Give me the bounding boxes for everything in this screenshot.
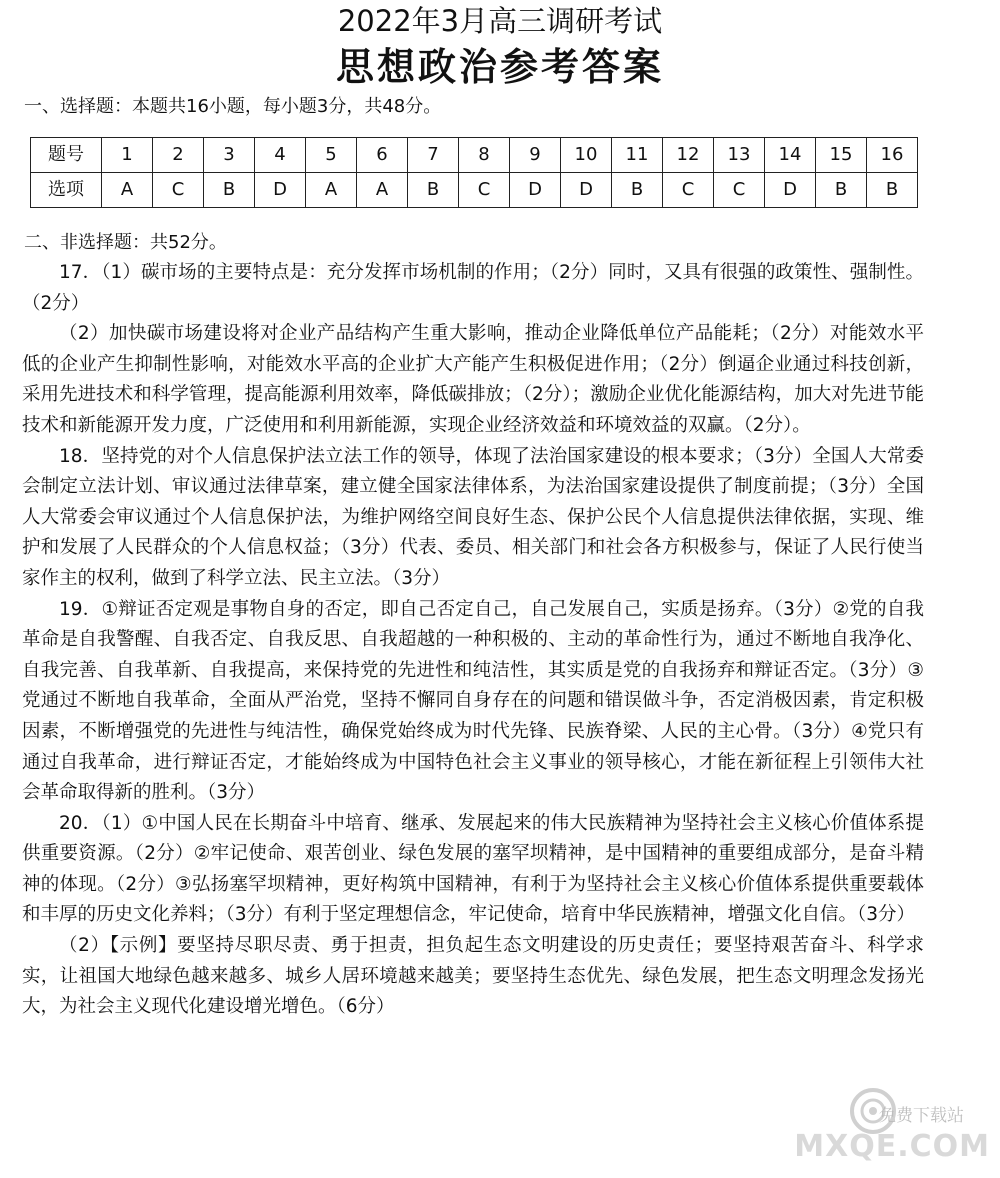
site-watermark: [794, 1090, 994, 1170]
answer-cell: D: [255, 173, 306, 208]
watermark-text: MXQE.COM: [794, 1129, 990, 1164]
question-number-cell: 4: [255, 138, 306, 173]
question-number-cell: 15: [816, 138, 867, 173]
question-number-row: [31, 138, 918, 173]
answer-cell: B: [408, 173, 459, 208]
question-number-cell: 9: [510, 138, 561, 173]
answer-paragraph-17-1: 17．（1）碳市场的主要特点是：充分发挥市场机制的作用；（2分）同时，又具有很强的政策性、强制性。（2分）: [22, 262, 924, 314]
answer-cell: B: [867, 173, 918, 208]
question-number-cell: 6: [357, 138, 408, 173]
exam-title: 2022年3月高三调研考试: [337, 4, 663, 38]
answer-cell: A: [306, 173, 357, 208]
question-number-cell: 2: [153, 138, 204, 173]
question-number-cell: 10: [561, 138, 612, 173]
question-number-cell: 5: [306, 138, 357, 173]
section-heading-nonchoice: 二、非选择题：共52分。: [24, 232, 227, 253]
section-heading-choice: 一、选择题：本题共16小题，每小题3分，共48分。: [24, 96, 442, 117]
question-number-cell: 8: [459, 138, 510, 173]
answer-paragraph-19: 19．①辩证否定观是事物自身的否定，即自己否定自己，自己发展自己，实质是扬弃。（3分）②党的自我革命是自我警醒、自我否定、自我反思、自我超越的一种积极的、主动的革命性行为，通过不断地自我净化、自我完善、自我革新、自我提高，来保持党的先进性和纯洁性，其实质是党的自我扬弃和辩证否定。（3分）③党通过不断地自我革命，全面从严治党，坚持不懈同自身存在的问题和错误做斗争，否定消极因素，肯定积极因素，不断增强党的先进性与纯洁性，确保党始终成为时代先锋、民族脊梁、人民的主心骨。（3分）④党只有通过自我革命，进行辩证否定，才能始终成为中国特色社会主义事业的领导核心，才能在新征程上引领伟大社会革命取得新的胜利。（3分）: [22, 598, 924, 804]
row-label-answer-option: 选项: [31, 173, 102, 208]
answer-paragraph-20-2: （2）【示例】要坚持尽职尽责、勇于担责，担负起生态文明建设的历史责任；要坚持艰苦奋斗、科学求实，让祖国大地绿色越来越多、城乡人居环境越来越美；要坚持生态优先、绿色发展，把生态文明理念发扬光大，为社会主义现代化建设增光增色。（6分）: [22, 935, 924, 1018]
answer-cell: A: [102, 173, 153, 208]
question-number-cell: 7: [408, 138, 459, 173]
question-number-cell: 11: [612, 138, 663, 173]
question-number-cell: 3: [204, 138, 255, 173]
answer-cell: C: [153, 173, 204, 208]
answer-cell: D: [561, 173, 612, 208]
subject-title: 思想政治参考答案: [335, 45, 664, 89]
answer-paragraph-20-1: 20．（1）①中国人民在长期奋斗中培育、继承、发展起来的伟大民族精神为坚持社会主义核心价值体系提供重要资源。（2分）②牢记使命、艰苦创业、绿色发展的塞罕坝精神，是中国精神的重要组成部分，是奋斗精神的体现。（2分）③弘扬塞罕坝精神，更好构筑中国精神，有利于为坚持社会主义核心价值体系提供重要载体和丰厚的历史文化养料；（3分）有利于坚定理想信念，牢记使命，培育中华民族精神，增强文化自信。（3分）: [22, 812, 924, 926]
row-label-question-number: 题号: [31, 138, 102, 173]
answer-cell: C: [663, 173, 714, 208]
answer-cell: B: [612, 173, 663, 208]
answer-cell: B: [816, 173, 867, 208]
answer-option-row: [31, 173, 918, 208]
answer-cell: A: [357, 173, 408, 208]
answer-cell: D: [510, 173, 561, 208]
answer-cell: B: [204, 173, 255, 208]
watermark-subtext: 免费下载站: [879, 1106, 964, 1126]
question-number-cell: 1: [102, 138, 153, 173]
answer-table: [30, 137, 918, 208]
answer-cell: D: [765, 173, 816, 208]
answer-body: [22, 258, 924, 1023]
question-number-cell: 14: [765, 138, 816, 173]
question-number-cell: 12: [663, 138, 714, 173]
answer-cell: C: [459, 173, 510, 208]
question-number-cell: 16: [867, 138, 918, 173]
question-number-cell: 13: [714, 138, 765, 173]
answer-cell: C: [714, 173, 765, 208]
answer-paragraph-18: 18．坚持党的对个人信息保护法立法工作的领导，体现了法治国家建设的根本要求；（3分）全国人大常委会制定立法计划、审议通过法律草案，建立健全国家法律体系，为法治国家建设提供了制度前提；（3分）全国人大常委会审议通过个人信息保护法，为维护网络空间良好生态、保护公民个人信息提供法律依据，实现、维护和发展了人民群众的个人信息权益；（3分）代表、委员、相关部门和社会各方积极参与，保证了人民行使当家作主的权利，做到了科学立法、民主立法。（3分）: [22, 445, 924, 589]
answer-paragraph-17-2: （2）加快碳市场建设将对企业产品结构产生重大影响，推动企业降低单位产品能耗；（2分）对能效水平低的企业产生抑制性影响，对能效水平高的企业扩大产能产生积极促进作用；（2分）倒逼企业通过科技创新，采用先进技术和科学管理，提高能源利用效率，降低碳排放；（2分）；激励企业优化能源结构，加大对先进节能技术和新能源开发力度，广泛使用和利用新能源，实现企业经济效益和环境效益的双赢。（2分）。: [22, 323, 924, 436]
